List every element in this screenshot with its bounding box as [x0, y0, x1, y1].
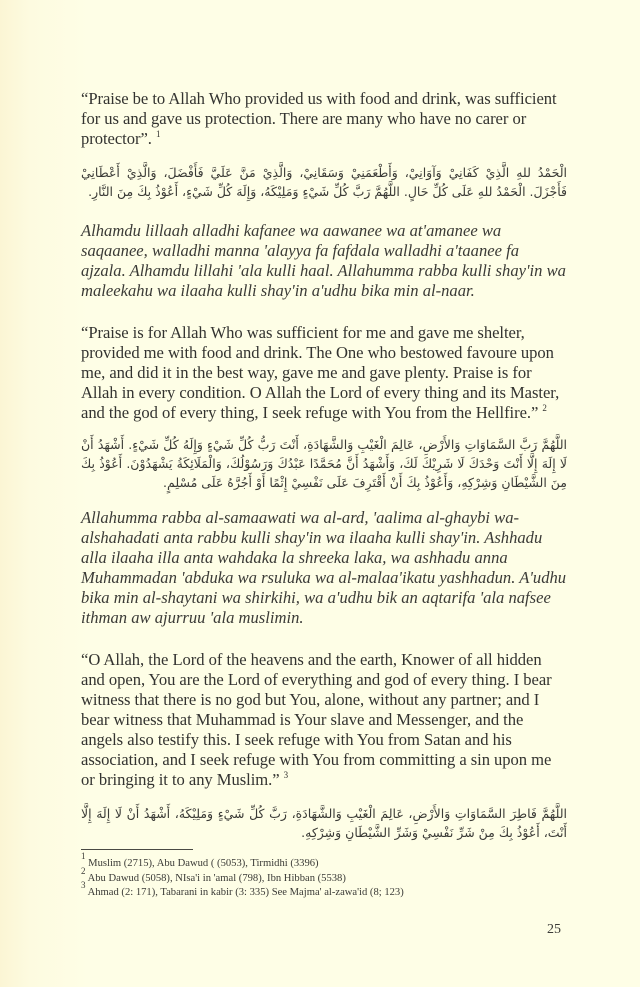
footnote-2 — [81, 865, 561, 886]
footnotes — [81, 851, 561, 900]
transliteration-1: Alhamdu lillaah alladhi kafanee wa aawanee wa at'amanee wa saqaanee, walladhi manna 'alayya fa fafdala walladhi a'taanee fa ajzala. Alhamdu lillahi 'ala kulli haal. Allahumma rabba kulli shay'in wa maleekahu wa ilaaha kulli shay'in a'udhu bika min al-naar. — [81, 221, 566, 300]
footnote-marker: 2 — [81, 865, 86, 876]
translation-text: “O Allah, the Lord of the heavens and the earth, Knower of all hidden and open, You are the Lord of everything and god of every thing. I bear witness that there is no god but You, alone, without any partner; and I bear witness that Muhammad is Your slave and Messenger, and the angels also testify this. I seek refuge with You from Satan and his association, and I seek refuge with You from committing a sin upon me or bringing it to any Muslim.” — [81, 650, 552, 789]
translation-paragraph-1 — [81, 89, 567, 149]
translation-paragraph-3 — [81, 650, 567, 790]
footnote-1 — [81, 851, 561, 871]
footnote-marker: 3 — [81, 880, 86, 891]
translation-text: “Praise be to Allah Who provided us with food and drink, was sufficient for us and gave us protection. There are many who have no carer or protector”. — [81, 89, 557, 148]
footnote-ref-2: 2 — [542, 403, 547, 413]
footnote-marker: 1 — [81, 851, 86, 861]
translation-paragraph-2 — [81, 323, 567, 423]
footnote-text: Muslim (2715), Abu Dawud ( (5053), Tirmidhi (3396) — [88, 858, 319, 869]
footnote-text: Ahmad (2: 171), Tabarani in kabir (3: 335) See Majma' al-zawa'id (8; 123) — [87, 887, 404, 899]
footnote-ref-3: 3 — [283, 770, 289, 780]
page-number: 25 — [547, 922, 561, 937]
arabic-text-1: الْحَمْدُ للهِ الَّذِيْ كَفَانِيْ وَآوَانِيْ، وَأَطْعَمَنِيْ وَسَقَانِيْ، وَالَّذِيْ مَنَّ عَلَيَّ فَأَفْضَلَ، وَالَّذِيْ أَعْطَانِيْ فَأَجْزَلَ. الْحَمْدُ للهِ عَلَى كُلِّ حَالٍ. اللَّهُمَّ رَبَّ كُلِّ شَيْءٍ وَمَلِيْكَهُ، وَإِلَهَ كُلِّ شَيْءٍ، أَعُوْذُ بِكَ مِنَ النَّارِ. — [81, 165, 567, 199]
footnote-divider — [81, 849, 193, 850]
footnote-3 — [81, 880, 561, 900]
footnote-ref-1: 1 — [155, 129, 161, 139]
arabic-text-2: اللَّهُمَّ رَبَّ السَّمَاوَاتِ وَالأَرْضِ، عَالِمَ الْغَيْبِ وَالشَّهَادَةِ، أَنْتَ رَبُّ كُلِّ شَيْءٍ وَإِلَهُ كُلِّ شَيْءٍ. أَشْهَدُ أَنْ لَا إِلَهَ إِلَّا أَنْتَ وَحْدَكَ لَا شَرِيْكَ لَكَ، وَأَشْهَدُ أَنَّ مُحَمَّدًا عَبْدُكَ وَرَسُوْلُكَ، وَالْمَلَائِكَةُ يَشْهَدُوْنَ. أَعُوْذُ بِكَ مِنَ الشَّيْطَانِ وَشِرْكِهِ، وَأَعُوْذُ بِكَ أَنْ أَقْتَرِفَ عَلَى نَفْسِيْ إِثْمًا أَوْ أَجُرَّهُ عَلَى مُسْلِمٍ. — [81, 437, 567, 490]
translation-text: “Praise is for Allah Who was sufficient for me and gave me shelter, provided me with food and drink. The One who bestowed favoure upon me, and did it in the best way, gave me and gave plenty. Praise is for Allah in every condition. O Allah the Lord of every thing and its Master, and the god of every thing, I seek refuge with You from the Hellfire.” — [81, 323, 560, 422]
arabic-text-3: اللَّهُمَّ فَاطِرَ السَّمَاوَاتِ وَالأَرْضِ، عَالِمَ الْغَيْبِ وَالشَّهَادَةِ، رَبَّ كُلِّ شَيْءٍ وَمَلِيْكَهُ، أَشْهَدُ أَنْ لَا إِلَهَ إِلَّا أَنْتَ، أَعُوْذُ بِكَ مِنْ شَرِّ نَفْسِيْ وَشَرِّ الشَّيْطَانِ وَشِرْكِهِ. — [81, 806, 567, 840]
transliteration-2: Allahumma rabba al-samaawati wa al-ard, 'aalima al-ghaybi wa-alshahadati anta rabbu kulli shay'in wa ilaaha kulli shay'in. Ashhadu alla ilaaha illa anta wahdaka la shreeka laka, wa ashhadu anna Muhammadan 'abduka wa rsuluka wa al-malaa'ikatu yashhadun. A'udhu bika min al-shaytani wa shirkihi, wa a'udhu bik an aqtarifa 'ala nafsee ithman aw ajurruu 'ala muslimin. — [81, 508, 567, 627]
page-body — [81, 89, 567, 842]
footnote-text: Abu Dawud (5058), NIsa'i in 'amal (798), Ibn Hibban (5538) — [87, 872, 346, 884]
